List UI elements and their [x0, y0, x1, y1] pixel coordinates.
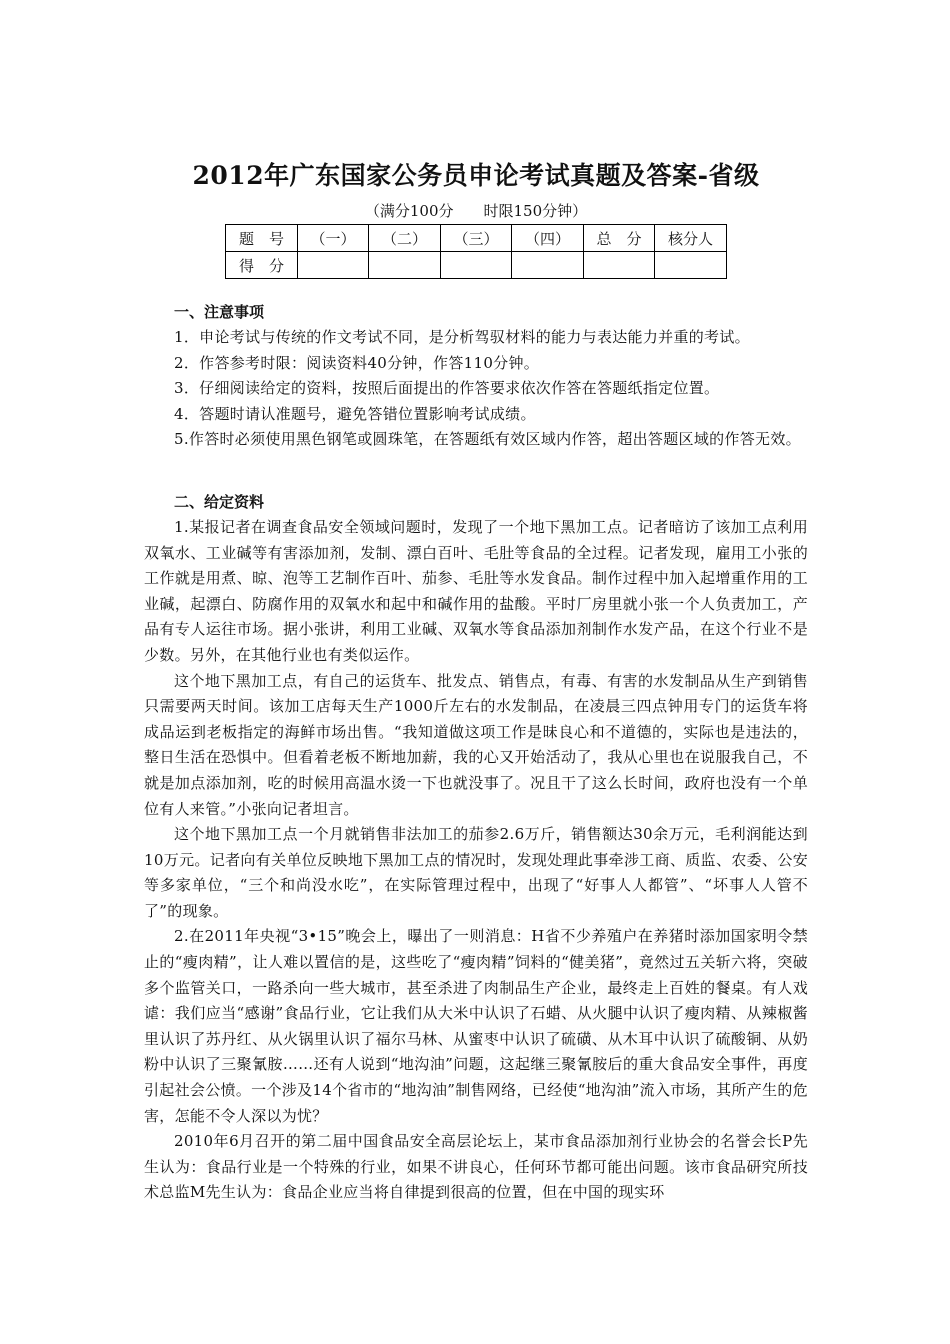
- material-paragraph: 2.在2011年央视“3•15”晚会上，曝出了一则消息：H省不少养殖户在养猪时添加国家明令禁止的“瘦肉精”，让人难以置信的是，这些吃了“瘦肉精”饲料的“健美猪”，竟然过五关斩六将，突破多个监管关口，一路杀向一些大城市，甚至杀进了肉制品生产企业，最终走上百姓的餐桌。有人戏谑：我们应当“感谢”食品行业，它让我们从大米中认识了石蜡、从火腿中认识了瘦肉精、从辣椒酱里认识了苏丹红、从火锅里认识了福尔马林、从蜜枣中认识了硫磺、从木耳中认识了硫酸铜、从奶粉中认识了三聚氰胺……还有人说到“地沟油”问题，这起继三聚氰胺后的重大食品安全事件，再度引起社会公愤。一个涉及14个省市的“地沟油”制售网络，已经使“地沟油”流入市场，其所产生的危害，怎能不令人深以为忧？: [144, 927, 808, 1125]
- note-item: 3．仔细阅读给定的资料，按照后面提出的作答要求依次作答在答题纸指定位置。: [174, 379, 720, 398]
- material-paragraph: 1.某报记者在调查食品安全领域问题时，发现了一个地下黑加工点。记者暗访了该加工点利用双氧水、工业碱等有害添加剂，发制、漂白百叶、毛肚等食品的全过程。记者发现，雇用工小张的工作就是用煮、晾、泡等工艺制作百叶、茄参、毛肚等水发食品。制作过程中加入起增重作用的工业碱，起漂白、防腐作用的双氧水和起中和碱作用的盐酸。平时厂房里就小张一个人负责加工，产品有专人运往市场。据小张讲，利用工业碱、双氧水等食品添加剂制作水发产品，在这个行业不是少数。另外，在其他行业也有类似运作。: [144, 517, 808, 664]
- material-paragraph: 这个地下黑加工点一个月就销售非法加工的茄参2.6万斤，销售额达30余万元，毛利润能达到10万元。记者向有关单位反映地下黑加工点的情况时，发现处理此事牵涉工商、质监、农委、公安等多家单位，“三个和尚没水吃”，在实际管理过程中，出现了“好事人人都管”、“坏事人人管不了”的现象。: [144, 825, 808, 920]
- document-title: 2012年广东国家公务员申论考试真题及答案-省级: [192, 161, 760, 190]
- header-cell: 核分人: [655, 225, 727, 252]
- exam-info: （满分100分 时限150分钟）: [364, 202, 588, 220]
- header-cell: （一）: [298, 225, 369, 252]
- score-table-header-row: [226, 225, 727, 252]
- score-cell: [441, 252, 512, 279]
- score-table-score-row: [226, 252, 727, 279]
- score-cell: [369, 252, 441, 279]
- note-item: 1．申论考试与传统的作文考试不同，是分析驾驭材料的能力与表达能力并重的考试。: [174, 328, 750, 346]
- section-heading-notes: 一、注意事项: [174, 303, 265, 321]
- header-cell: （二）: [369, 225, 441, 252]
- header-cell: （四）: [512, 225, 584, 252]
- header-cell: 题 号: [226, 225, 298, 252]
- score-cell: [512, 252, 584, 279]
- header-cell: 总 分: [584, 225, 655, 252]
- score-cell: [655, 252, 727, 279]
- material-paragraph: 2010年6月召开的第二届中国食品安全高层论坛上，某市食品添加剂行业协会的名誉会长P先生认为：食品行业是一个特殊的行业，如果不讲良心，任何环节都可能出问题。该市食品研究所技术总监M先生认为：食品企业应当将自律提到很高的位置，但在中国的现实环: [144, 1132, 808, 1202]
- score-cell: [298, 252, 369, 279]
- row-label-cell: 得 分: [226, 252, 298, 279]
- note-item: 4．答题时请认准题号，避免答错位置影响考试成绩。: [174, 404, 536, 423]
- material-paragraph: 这个地下黑加工点，有自己的运货车、批发点、销售点，有毒、有害的水发制品从生产到销售只需要两天时间。该加工店每天生产1000斤左右的水发制品，在凌晨三四点钟用专门的运货车将成品运到老板指定的海鲜市场出售。“我知道做这项工作是昧良心和不道德的，实际也是违法的，整日生活在恐惧中。但看着老板不断地加薪，我的心又开始活动了，我从心里也在说服我自己，不就是加点添加剂，吃的时候用高温水烫一下也就没事了。况且干了这么长时间，政府也没有一个单位有人来管。”小张向记者坦言。: [144, 671, 808, 818]
- document-content: [144, 158, 808, 1206]
- note-item: 2．作答参考时限：阅读资料40分钟，作答110分钟。: [174, 353, 540, 372]
- note-item: 5.作答时必须使用黑色钢笔或圆珠笔，在答题纸有效区域内作答，超出答题区域的作答无效。: [174, 430, 801, 449]
- score-table: [225, 224, 727, 279]
- header-cell: （三）: [441, 225, 512, 252]
- section-heading-materials: 二、给定资料: [174, 492, 265, 511]
- score-cell: [584, 252, 655, 279]
